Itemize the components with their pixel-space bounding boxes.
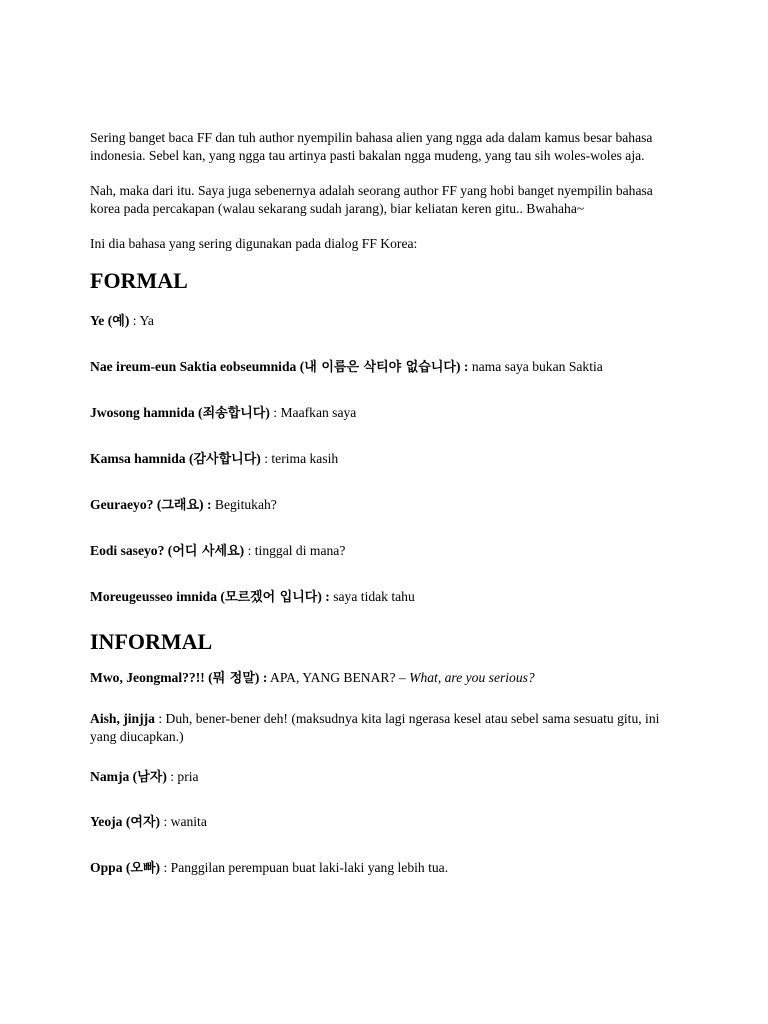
intro-paragraph-2: Nah, maka dari itu. Saya juga sebenernya adalah seorang author FF yang hobi banget nyempilin bahasa korea pada percakapan (walau sekarang sudah jarang), biar keliatan keren gitu.. Bwahaha~ [90, 183, 653, 216]
entry-close: ) [155, 860, 161, 875]
informal-entry [90, 859, 680, 878]
entry-term: Moreugeusseo imnida ( [90, 589, 225, 604]
formal-entry [90, 358, 680, 377]
entry-meaning: APA, YANG BENAR? – [270, 670, 410, 685]
entry-term: Jwosong hamnida ( [90, 405, 203, 420]
intro-paragraph-1: Sering banget baca FF dan tuh author nyempilin bahasa alien yang ngga ada dalam kamus besar bahasa indonesia. Sebel kan, yang ngga tau artinya pasti bakalan ngga mudeng, yang tau sih woles-woles aja. [90, 130, 653, 163]
entry-korean: 예 [112, 314, 125, 329]
entry-sep: : [244, 543, 255, 558]
entry-close: ) [239, 543, 245, 558]
entry-sep: : [154, 711, 166, 726]
informal-entry [90, 768, 680, 787]
entry-meaning-english: What, are you serious? [409, 670, 535, 685]
entry-meaning: Ya [139, 313, 154, 328]
entry-term: Mwo, Jeongmal??!! ( [90, 670, 213, 685]
intro-paragraph-3: Ini dia bahasa yang sering digunakan pada dialog FF Korea: [90, 236, 418, 251]
entry-sep: : [160, 814, 171, 829]
entry-sep: : [269, 405, 281, 420]
entry-korean: 그래요 [161, 498, 200, 513]
entry-term: Yeoja ( [90, 814, 131, 829]
entry-sep: : [129, 313, 140, 328]
entry-meaning: wanita [170, 814, 207, 829]
entry-korean: 내 이름은 삭티야 없습니다 [304, 360, 456, 375]
entry-close: ) : [254, 670, 268, 685]
entry-term: Eodi saseyo? ( [90, 543, 173, 558]
informal-heading: INFORMAL [90, 629, 213, 654]
formal-entry [90, 404, 680, 423]
entry-close: ) [256, 451, 261, 466]
entry-term: Nae ireum-eun Saktia eobseumnida ( [90, 359, 305, 374]
entry-term: Geuraeyo? ( [90, 497, 162, 512]
formal-heading: FORMAL [90, 268, 188, 293]
informal-entry [90, 669, 680, 688]
formal-entry [90, 496, 680, 515]
entry-meaning: Begitukah? [214, 497, 277, 512]
entry-korean: 모르겠어 입니다 [224, 590, 318, 605]
formal-entry [90, 542, 680, 561]
entry-close: ) [124, 313, 130, 328]
entry-meaning: tinggal di mana? [254, 543, 346, 558]
entry-close: ) [155, 814, 161, 829]
entry-term: Aish, jinjja [90, 711, 155, 726]
entry-term: Namja ( [90, 769, 138, 784]
formal-entry [90, 312, 680, 331]
entry-korean: 오빠 [130, 861, 156, 876]
entry-meaning: pria [177, 769, 199, 784]
entry-korean: 감사합니다 [193, 452, 257, 467]
entry-term: Kamsa hamnida ( [90, 451, 194, 466]
formal-entry [90, 450, 680, 469]
entry-meaning: terima kasih [271, 451, 339, 466]
entry-sep: : [260, 451, 272, 466]
entry-meaning: Panggilan perempuan buat laki-laki yang lebih tua. [170, 860, 449, 875]
informal-entry [90, 710, 680, 746]
entry-close: ) [162, 769, 167, 784]
formal-list [90, 312, 680, 607]
entry-term: Ye ( [90, 313, 113, 328]
entry-close: ) : [317, 589, 330, 604]
entry-sep: : [166, 769, 178, 784]
informal-list [90, 669, 680, 878]
entry-meaning: saya tidak tahu [333, 589, 415, 604]
formal-entry [90, 588, 680, 607]
entry-korean: 죄송합니다 [202, 406, 266, 421]
entry-close: ) [265, 405, 270, 420]
entry-sep: : [160, 860, 171, 875]
entry-meaning: Duh, bener-bener deh! (maksudnya kita lagi ngerasa kesel atau sebel sama sesuatu gitu, ini yang diucapkan.) [90, 711, 660, 744]
intro-section [90, 129, 680, 253]
informal-entry [90, 813, 680, 832]
entry-term: Oppa ( [90, 860, 131, 875]
entry-korean: 어디 사세요 [172, 544, 240, 559]
entry-close: ) : [199, 497, 212, 512]
entry-meaning: nama saya bukan Saktia [471, 359, 603, 374]
entry-korean: 여자 [130, 815, 156, 830]
document-page [90, 129, 680, 878]
entry-korean: 남자 [137, 770, 163, 785]
entry-korean: 뭐 정말 [212, 671, 255, 686]
entry-meaning: Maafkan saya [280, 405, 357, 420]
entry-close: ) : [455, 359, 469, 374]
